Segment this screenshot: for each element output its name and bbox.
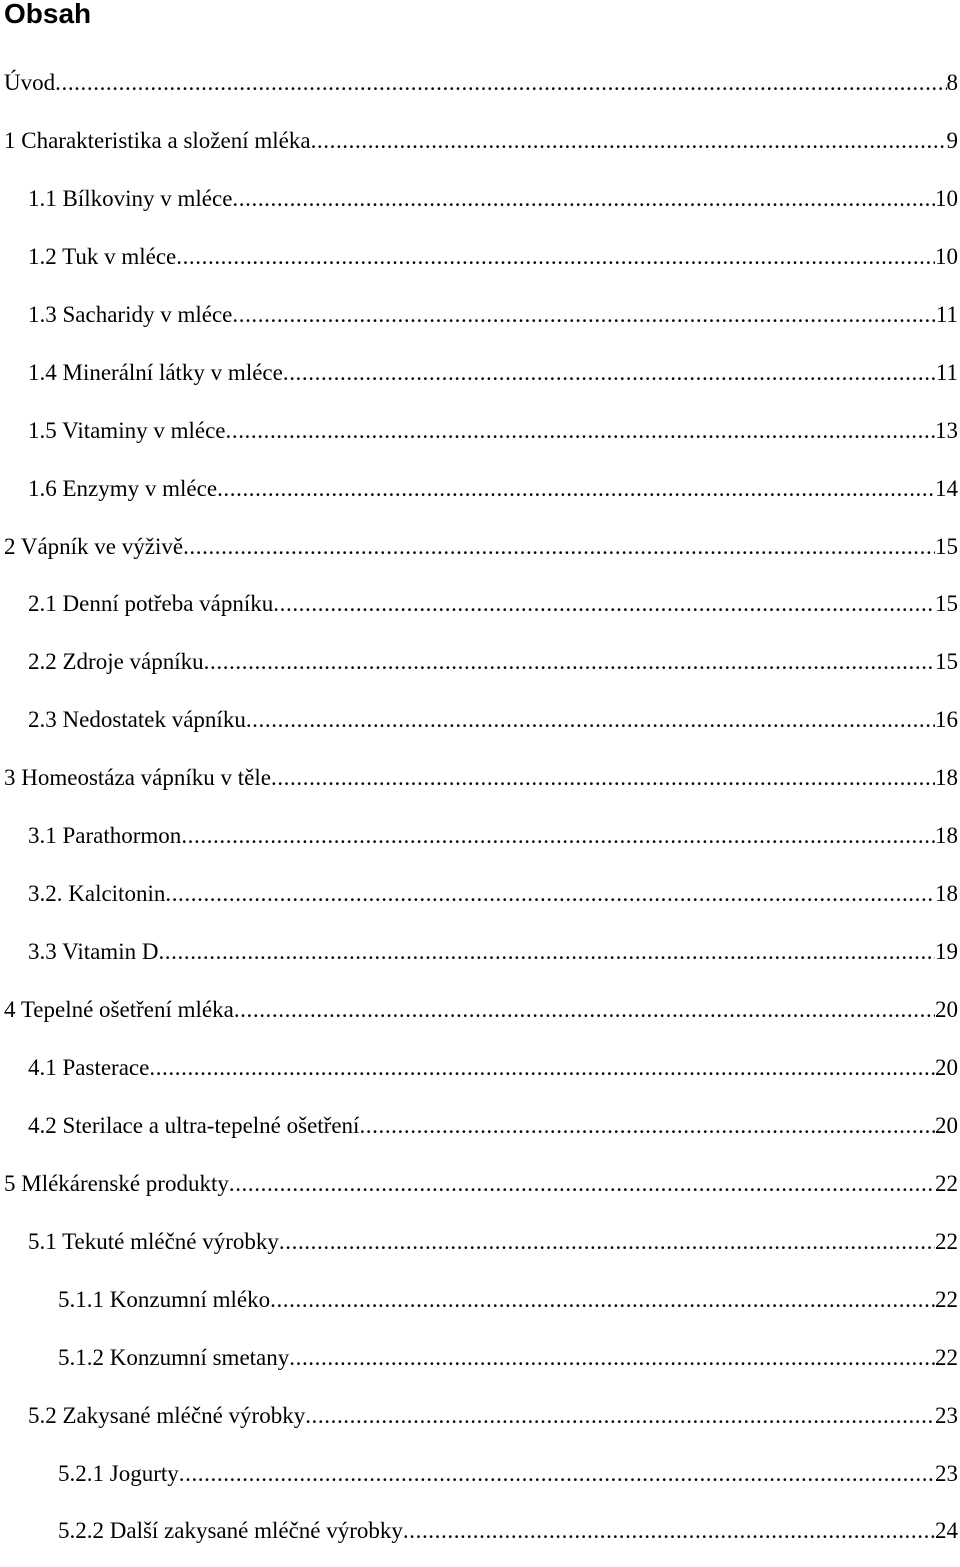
toc-entry-label: 5.2.2 Další zakysané mléčné výrobky [58, 1518, 403, 1544]
toc-entry-label: 3.2. Kalcitonin [28, 881, 166, 907]
toc-page-number: 22 [935, 1228, 958, 1254]
toc-entry-2-1[interactable] [0, 582, 960, 640]
toc-page-number: 22 [935, 1286, 958, 1312]
toc-page-number: 8 [946, 70, 958, 95]
toc-entry-label: 5.2.1 Jogurty [58, 1460, 179, 1486]
toc-page-number: 11 [935, 301, 958, 327]
toc-entry-label: 2.2 Zdroje vápníku [28, 649, 204, 675]
toc-entry-label: 4 Tepelné ošetření mléka [4, 997, 234, 1022]
toc-entry-5-2[interactable] [0, 1394, 960, 1452]
toc-dot-leader [149, 1046, 935, 1090]
toc-entry-1[interactable] [0, 119, 960, 177]
toc-entry-label: 5 Mlékárenské produkty [4, 1170, 229, 1196]
toc-dot-leader [305, 1394, 935, 1438]
toc-page-number: 20 [935, 1112, 958, 1138]
toc-entry-5-1-1[interactable] [0, 1278, 960, 1336]
table-of-contents [0, 61, 960, 1567]
toc-page-number: 24 [935, 1518, 958, 1544]
toc-entry-label: 1.4 Minerální látky v mléce [28, 359, 283, 385]
toc-entry-5-2-2[interactable] [0, 1509, 960, 1567]
toc-entry-label: 5.1.2 Konzumní smetany [58, 1344, 290, 1370]
toc-dot-leader [246, 698, 935, 742]
toc-entry-1-3[interactable] [0, 293, 960, 351]
toc-dot-leader [181, 814, 935, 858]
toc-entry-1-6[interactable] [0, 467, 960, 525]
toc-entry-label: 3.3 Vitamin D [28, 939, 159, 965]
toc-entry-3-2[interactable] [0, 872, 960, 930]
toc-entry-3-1[interactable] [0, 814, 960, 872]
toc-page-number: 10 [935, 243, 958, 269]
toc-entry-label: 5.2 Zakysané mléčné výrobky [28, 1402, 306, 1428]
toc-page-number: 18 [935, 881, 958, 907]
toc-entry-label: 2.1 Denní potřeba vápníku [28, 591, 274, 617]
toc-dot-leader [217, 467, 935, 511]
toc-entry-3-3[interactable] [0, 930, 960, 988]
toc-dot-leader [158, 930, 935, 974]
toc-page-number: 14 [935, 475, 958, 501]
toc-entry-3[interactable] [0, 756, 960, 814]
toc-dot-leader [183, 525, 935, 569]
toc-entry-2-3[interactable] [0, 698, 960, 756]
toc-entry-label: 4.2 Sterilace a ultra-tepelné ošetření [28, 1112, 360, 1138]
toc-entry-label: 1.5 Vitaminy v mléce [28, 417, 226, 443]
toc-page-number: 15 [935, 533, 958, 559]
toc-page-number: 20 [935, 1054, 958, 1080]
toc-entry-label: 1.2 Tuk v mléce [28, 243, 177, 269]
toc-entry-4[interactable] [0, 988, 960, 1046]
toc-dot-leader [289, 1336, 935, 1380]
toc-dot-leader [232, 293, 935, 337]
toc-entry-2[interactable] [0, 525, 960, 583]
toc-entry-5-1-2[interactable] [0, 1336, 960, 1394]
toc-entry-label: 2.3 Nedostatek vápníku [28, 707, 246, 733]
toc-entry-label: Úvod [4, 70, 56, 95]
toc-page-number: 18 [935, 765, 958, 791]
toc-dot-leader [273, 582, 935, 626]
toc-entry-1-4[interactable] [0, 351, 960, 409]
toc-entry-label: 5.1 Tekuté mléčné výrobky [28, 1228, 279, 1254]
toc-dot-leader [311, 119, 947, 163]
toc-dot-leader [55, 61, 946, 105]
toc-page-number: 23 [935, 1460, 958, 1486]
toc-dot-leader [271, 756, 935, 800]
toc-page-number: 15 [935, 591, 958, 617]
toc-page-number: 16 [935, 707, 958, 733]
toc-entry-2-2[interactable] [0, 640, 960, 698]
toc-entry-label: 1.3 Sacharidy v mléce [28, 301, 233, 327]
toc-page-number: 10 [935, 185, 958, 211]
toc-dot-leader [226, 409, 936, 453]
toc-entry-label: 1 Charakteristika a složení mléka [4, 127, 311, 153]
toc-entry-label: 1.6 Enzymy v mléce [28, 475, 218, 501]
toc-entry-label: 4.1 Pasterace [28, 1054, 150, 1080]
toc-dot-leader [359, 1104, 935, 1148]
toc-dot-leader [179, 1452, 935, 1496]
toc-entry-label: 3 Homeostáza vápníku v těle [4, 765, 271, 791]
toc-entry-5-2-1[interactable] [0, 1452, 960, 1510]
toc-page-number: 20 [935, 997, 958, 1022]
toc-dot-leader [165, 872, 935, 916]
toc-page-number: 15 [935, 649, 958, 675]
toc-page-number: 22 [935, 1170, 958, 1196]
toc-dot-leader [204, 640, 935, 684]
toc-dot-leader [232, 177, 935, 221]
toc-page-number: 18 [935, 823, 958, 849]
toc-dot-leader [279, 1220, 935, 1264]
toc-entry-1-1[interactable] [0, 177, 960, 235]
page-title: Obsah [4, 0, 92, 29]
toc-dot-leader [270, 1278, 935, 1322]
toc-page-number: 22 [935, 1344, 958, 1370]
toc-entry-5-1[interactable] [0, 1220, 960, 1278]
toc-entry-4-2[interactable] [0, 1104, 960, 1162]
toc-entry-1-2[interactable] [0, 235, 960, 293]
toc-entry-uvod[interactable] [0, 61, 960, 119]
toc-dot-leader [403, 1509, 935, 1553]
toc-entry-label: 3.1 Parathormon [28, 823, 182, 849]
toc-dot-leader [176, 235, 935, 279]
toc-entry-4-1[interactable] [0, 1046, 960, 1104]
toc-entry-label: 5.1.1 Konzumní mléko [58, 1286, 271, 1312]
toc-entry-label: 1.1 Bílkoviny v mléce [28, 185, 233, 211]
toc-dot-leader [283, 351, 936, 395]
toc-page-number: 19 [935, 939, 958, 965]
toc-page-number: 9 [946, 127, 958, 153]
toc-entry-5[interactable] [0, 1162, 960, 1220]
toc-entry-1-5[interactable] [0, 409, 960, 467]
toc-entry-label: 2 Vápník ve výživě [4, 533, 184, 559]
toc-page-number: 13 [935, 417, 958, 443]
toc-page-number: 23 [935, 1402, 958, 1428]
toc-dot-leader [234, 988, 935, 1032]
toc-dot-leader [229, 1162, 935, 1206]
toc-page-number: 11 [935, 359, 958, 385]
